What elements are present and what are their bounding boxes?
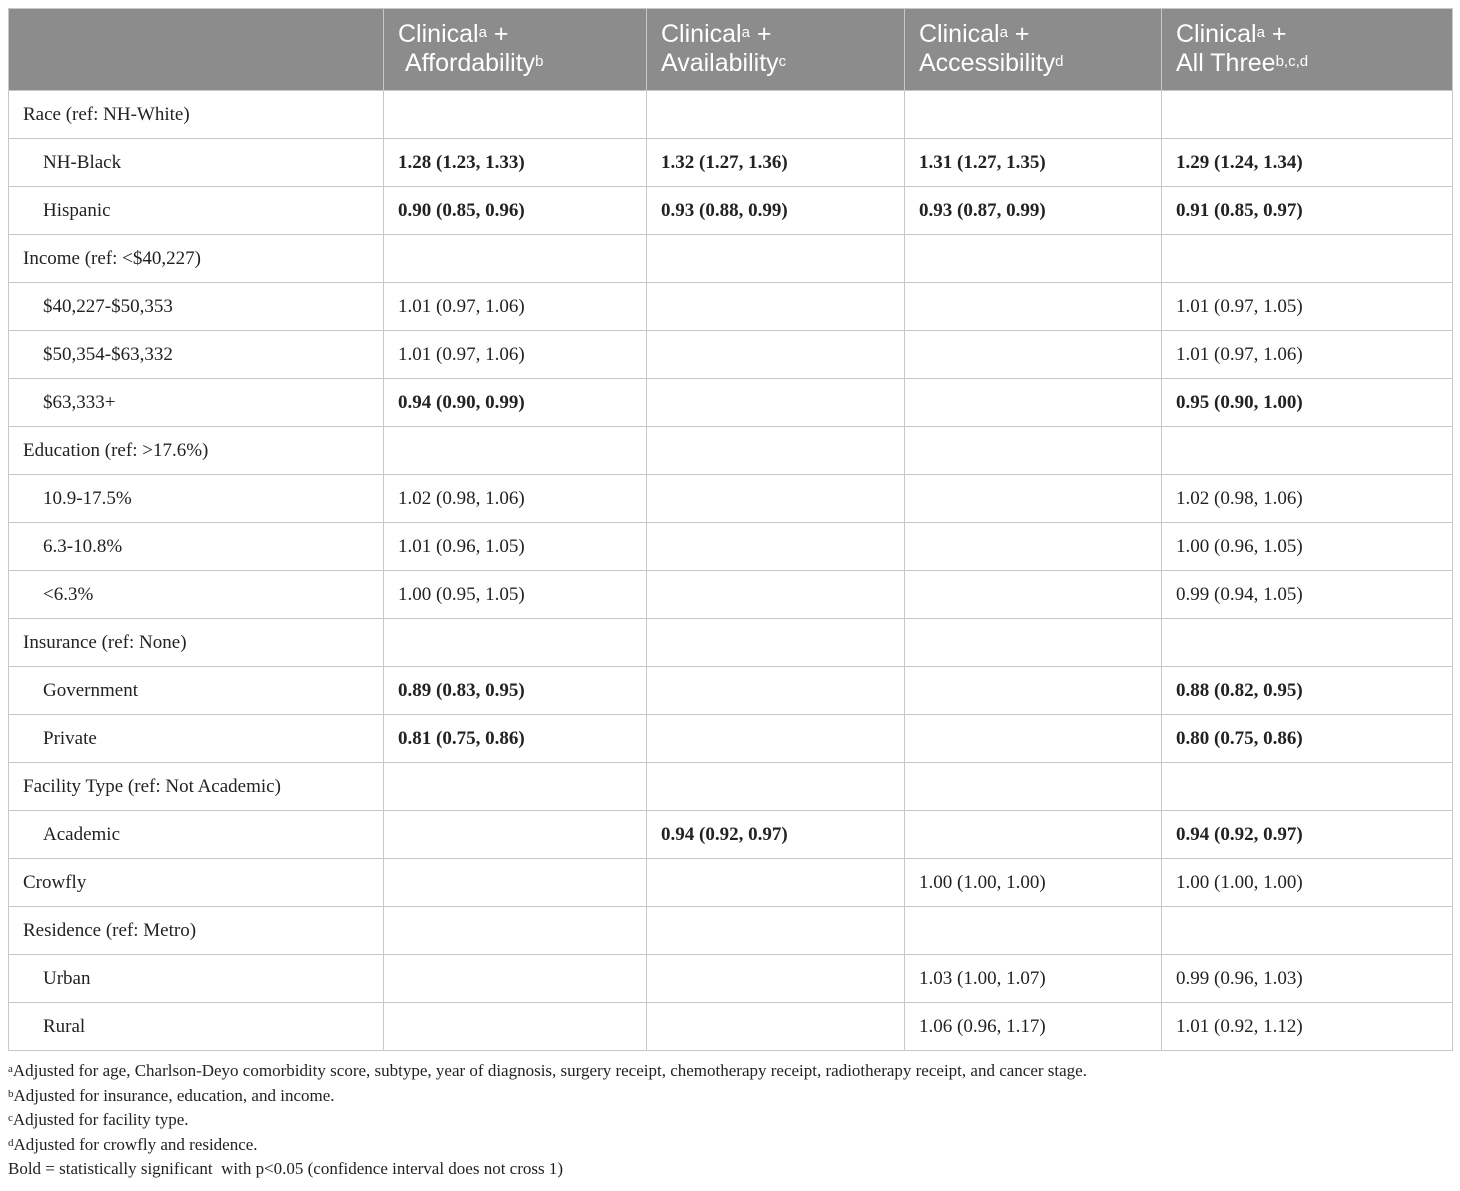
footnote-text: Adjusted for facility type. [12,1110,189,1129]
cell-all-three: 0.80 (0.75, 0.86) [1162,715,1453,763]
cell-availability [647,715,905,763]
cell-affordability: 1.01 (0.96, 1.05) [384,523,647,571]
table-row [9,763,1453,811]
cell-accessibility [905,235,1162,283]
footnotes [8,1059,1452,1182]
row-label-category: Crowfly [9,859,384,907]
cell-accessibility: 1.00 (1.00, 1.00) [905,859,1162,907]
cell-availability [647,91,905,139]
footnote-text: Adjusted for insurance, education, and income. [13,1085,335,1105]
cell-accessibility [905,379,1162,427]
cell-accessibility [905,475,1162,523]
cell-all-three: 1.01 (0.92, 1.12) [1162,1003,1453,1051]
cell-all-three: 1.00 (1.00, 1.00) [1162,859,1453,907]
footnote-marker: c [8,1112,13,1124]
row-label-category: Residence (ref: Metro) [9,907,384,955]
cell-accessibility [905,763,1162,811]
cell-all-three: 1.02 (0.98, 1.06) [1162,475,1453,523]
table-row [9,379,1453,427]
cell-all-three [1162,427,1453,475]
cell-accessibility [905,907,1162,955]
header-all-three: Clinical$^a$ + All Three$^{b,c,d}$ [1162,9,1453,91]
cell-accessibility [905,427,1162,475]
cell-all-three: 0.99 (0.94, 1.05) [1162,571,1453,619]
row-label-subcategory: Government [9,667,384,715]
cell-affordability [384,859,647,907]
cell-all-three [1162,91,1453,139]
table-row [9,331,1453,379]
row-label-subcategory: $40,227-$50,353 [9,283,384,331]
cell-all-three: 0.95 (0.90, 1.00) [1162,379,1453,427]
row-label-category: Education (ref: >17.6%) [9,427,384,475]
cell-affordability: 0.89 (0.83, 0.95) [384,667,647,715]
header-accessibility: Clinical$^a$ + Accessibility$^d$ [905,9,1162,91]
cell-affordability [384,955,647,1003]
cell-accessibility [905,283,1162,331]
row-label-subcategory: 6.3-10.8% [9,523,384,571]
row-label-subcategory: $50,354-$63,332 [9,331,384,379]
cell-availability [647,763,905,811]
cell-affordability: 1.28 (1.23, 1.33) [384,139,647,187]
row-label-subcategory: Urban [9,955,384,1003]
header-empty-corner [9,9,384,91]
table-body [9,91,1453,1051]
footnote [8,1059,1452,1084]
row-label-subcategory: <6.3% [9,571,384,619]
table-row [9,619,1453,667]
table-row [9,811,1453,859]
cell-accessibility [905,667,1162,715]
cell-all-three [1162,763,1453,811]
table-row [9,907,1453,955]
cell-all-three [1162,907,1453,955]
cell-availability [647,907,905,955]
cell-availability [647,859,905,907]
cell-all-three [1162,619,1453,667]
row-label-category: Insurance (ref: None) [9,619,384,667]
table-row [9,715,1453,763]
cell-all-three: 0.88 (0.82, 0.95) [1162,667,1453,715]
table-row [9,235,1453,283]
cell-availability [647,427,905,475]
table-row [9,523,1453,571]
footnote [8,1084,1452,1109]
cell-all-three [1162,235,1453,283]
cell-affordability: 0.94 (0.90, 0.99) [384,379,647,427]
cell-availability [647,283,905,331]
footnote-text: Bold = statistically significant with p<0.05 (confidence interval does not cross 1) [8,1159,564,1178]
row-label-subcategory: Hispanic [9,187,384,235]
cell-affordability [384,91,647,139]
row-label-category: Facility Type (ref: Not Academic) [9,763,384,811]
cell-affordability: 0.90 (0.85, 0.96) [384,187,647,235]
cell-all-three: 1.01 (0.97, 1.05) [1162,283,1453,331]
footnote [8,1108,1452,1133]
row-label-subcategory: Private [9,715,384,763]
footnote-text: Adjusted for age, Charlson-Deyo comorbidity score, subtype, year of diagnosis, surgery receipt, chemotherapy receipt, radiotherapy receipt, and cancer stage. [12,1061,1087,1080]
footnote [8,1133,1452,1158]
cell-accessibility: 1.06 (0.96, 1.17) [905,1003,1162,1051]
cell-affordability: 1.02 (0.98, 1.06) [384,475,647,523]
cell-availability [647,619,905,667]
odds-ratio-table [8,8,1453,1051]
cell-accessibility [905,811,1162,859]
cell-availability [647,523,905,571]
cell-availability [647,235,905,283]
cell-accessibility: 1.03 (1.00, 1.07) [905,955,1162,1003]
cell-availability [647,475,905,523]
table-row [9,475,1453,523]
cell-availability [647,331,905,379]
cell-availability [647,667,905,715]
cell-all-three: 1.00 (0.96, 1.05) [1162,523,1453,571]
row-label-subcategory: $63,333+ [9,379,384,427]
cell-accessibility [905,571,1162,619]
cell-accessibility [905,715,1162,763]
cell-affordability [384,811,647,859]
cell-affordability: 1.01 (0.97, 1.06) [384,331,647,379]
footnote [8,1157,1452,1182]
cell-availability: 1.32 (1.27, 1.36) [647,139,905,187]
footnote-marker: d [8,1136,14,1149]
footnote-text: Adjusted for crowfly and residence. [13,1134,258,1154]
row-label-category: Race (ref: NH-White) [9,91,384,139]
footnote-marker: a [8,1063,13,1075]
table-row [9,187,1453,235]
table-row [9,955,1453,1003]
cell-accessibility [905,523,1162,571]
cell-affordability [384,427,647,475]
table-row [9,859,1453,907]
cell-affordability: 1.01 (0.97, 1.06) [384,283,647,331]
row-label-subcategory: Academic [9,811,384,859]
cell-all-three: 0.99 (0.96, 1.03) [1162,955,1453,1003]
cell-affordability [384,235,647,283]
cell-affordability [384,907,647,955]
cell-affordability: 1.00 (0.95, 1.05) [384,571,647,619]
table-row [9,1003,1453,1051]
footnote-marker: b [8,1087,14,1100]
cell-affordability [384,619,647,667]
odds-ratio-table-container [8,8,1452,1182]
cell-availability [647,1003,905,1051]
cell-all-three: 1.01 (0.97, 1.06) [1162,331,1453,379]
table-row [9,667,1453,715]
cell-affordability [384,763,647,811]
cell-accessibility: 1.31 (1.27, 1.35) [905,139,1162,187]
cell-availability [647,955,905,1003]
table-row [9,91,1453,139]
header-affordability: Clinical$^a$ + Affordability$^b$ [384,9,647,91]
cell-availability [647,571,905,619]
row-label-subcategory: Rural [9,1003,384,1051]
cell-accessibility [905,331,1162,379]
cell-accessibility: 0.93 (0.87, 0.99) [905,187,1162,235]
cell-all-three: 0.91 (0.85, 0.97) [1162,187,1453,235]
table-row [9,427,1453,475]
table-row [9,283,1453,331]
row-label-category: Income (ref: <$40,227) [9,235,384,283]
cell-availability: 0.93 (0.88, 0.99) [647,187,905,235]
cell-accessibility [905,91,1162,139]
header-row [9,9,1453,91]
cell-availability: 0.94 (0.92, 0.97) [647,811,905,859]
table-row [9,139,1453,187]
header-availability: Clinical$^a$ + Availability$^c$ [647,9,905,91]
table-row [9,571,1453,619]
cell-affordability: 0.81 (0.75, 0.86) [384,715,647,763]
cell-affordability [384,1003,647,1051]
row-label-subcategory: NH-Black [9,139,384,187]
cell-all-three: 0.94 (0.92, 0.97) [1162,811,1453,859]
cell-accessibility [905,619,1162,667]
row-label-subcategory: 10.9-17.5% [9,475,384,523]
cell-all-three: 1.29 (1.24, 1.34) [1162,139,1453,187]
cell-availability [647,379,905,427]
